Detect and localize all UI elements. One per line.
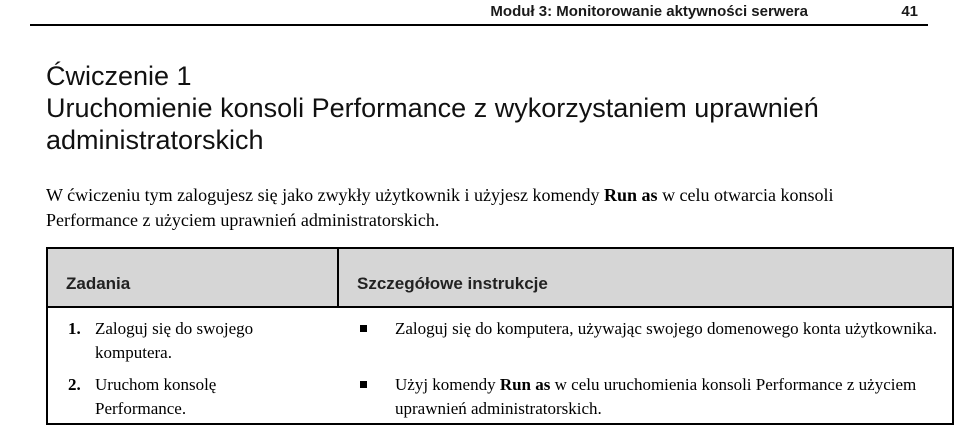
instruction-text bbox=[395, 317, 940, 341]
instruction-step bbox=[360, 317, 940, 341]
step-text-before: Zaloguj się do komputera, używając swojego domenowego konta użytkownika. bbox=[395, 319, 937, 338]
instruction-text bbox=[395, 373, 940, 421]
page-number: 41 bbox=[901, 3, 918, 20]
intro-text-after: w celu otwarcia konsoli Performance z użyciem uprawnień administratorskich. bbox=[46, 185, 834, 230]
column-divider bbox=[337, 249, 339, 306]
task-item bbox=[68, 317, 338, 365]
task-text-line2: Performance. bbox=[95, 399, 187, 418]
page-header bbox=[30, 0, 928, 26]
column-header-tasks: Zadania bbox=[66, 274, 131, 293]
instructions-table bbox=[46, 247, 954, 425]
square-bullet-icon bbox=[360, 325, 367, 332]
task-text-line2: komputera. bbox=[95, 343, 172, 362]
exercise-title-line3: administratorskich bbox=[46, 125, 264, 155]
square-bullet-icon bbox=[360, 381, 367, 388]
task-text-line1: Uruchom konsolę bbox=[95, 375, 217, 394]
exercise-title bbox=[46, 60, 819, 156]
task-text-line1: Zaloguj się do swojego bbox=[95, 319, 254, 338]
intro-command: Run as bbox=[604, 185, 658, 205]
task-number: 2. bbox=[68, 375, 81, 394]
table-header-row bbox=[48, 249, 952, 308]
exercise-title-line1: Ćwiczenie 1 bbox=[46, 61, 192, 91]
step-text-after: w celu uruchomienia konsoli Performance z użyciem uprawnień administratorskich. bbox=[395, 375, 917, 418]
task-item bbox=[68, 373, 338, 421]
task-number: 1. bbox=[68, 319, 81, 338]
instruction-step bbox=[360, 373, 940, 421]
intro-text-before: W ćwiczeniu tym zalogujesz się jako zwykły użytkownik i użyjesz komendy bbox=[46, 185, 605, 205]
module-title: Moduł 3: Monitorowanie aktywności serwera bbox=[490, 3, 808, 20]
intro-paragraph bbox=[46, 183, 926, 233]
exercise-title-line2: Uruchomienie konsoli Performance z wykorzystaniem uprawnień bbox=[46, 93, 819, 123]
step-command: Run as bbox=[499, 375, 551, 394]
column-header-instructions: Szczegółowe instrukcje bbox=[357, 274, 548, 293]
step-text-before: Użyj komendy bbox=[395, 375, 500, 394]
